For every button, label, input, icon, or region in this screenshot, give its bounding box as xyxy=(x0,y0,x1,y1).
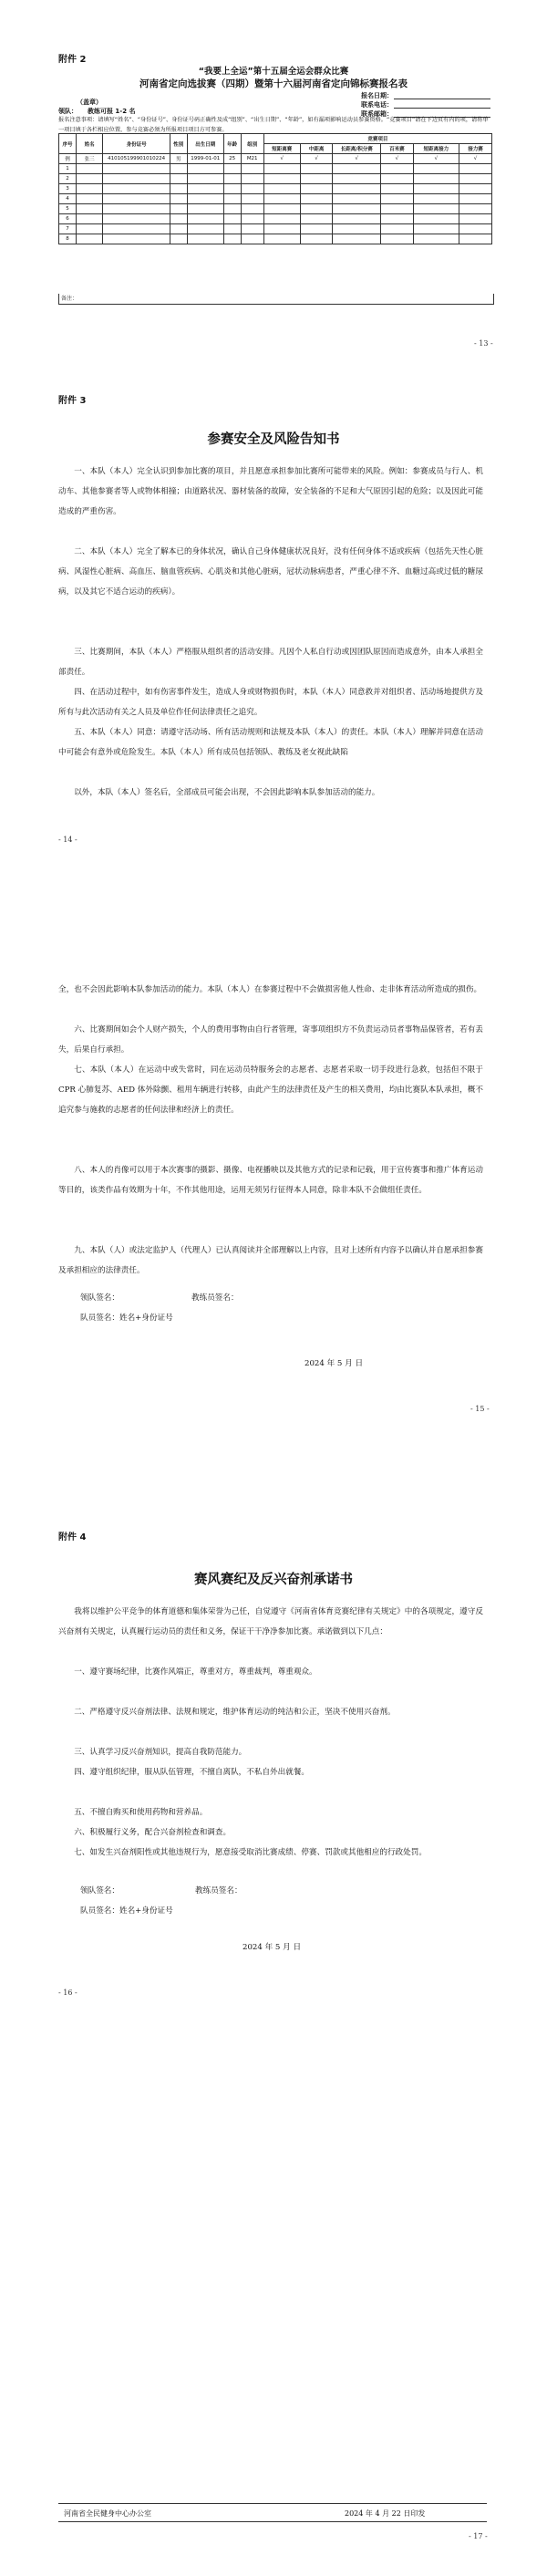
cell-no: 3 xyxy=(59,184,77,194)
header-event-sprint-relay: 短距离接力 xyxy=(413,144,459,154)
table-cell[interactable] xyxy=(187,204,223,214)
table-row xyxy=(59,164,492,174)
table-cell[interactable] xyxy=(223,184,241,194)
table-cell[interactable] xyxy=(263,174,300,184)
table-row xyxy=(59,234,492,244)
cell-event-mark: √ xyxy=(380,154,413,164)
colophon-top-rule xyxy=(58,2503,487,2504)
cell-event-mark: √ xyxy=(459,154,492,164)
attachment-label: 附件 3 xyxy=(58,396,87,406)
table-cell[interactable] xyxy=(380,164,413,174)
sign-date: 2024 年 5 月 日 xyxy=(304,1359,364,1368)
table-cell[interactable] xyxy=(76,184,102,194)
table-cell[interactable] xyxy=(103,174,170,184)
table-cell[interactable] xyxy=(103,224,170,234)
header-event-middle: 中距离 xyxy=(300,144,333,154)
header-gender: 性别 xyxy=(170,134,187,154)
table-cell[interactable] xyxy=(103,164,170,174)
table-cell[interactable] xyxy=(170,224,187,234)
table-cell[interactable] xyxy=(223,194,241,204)
header-group: 组别 xyxy=(241,134,263,154)
table-cell[interactable] xyxy=(223,224,241,234)
table-cell[interactable] xyxy=(413,234,459,244)
cell-id: 410105199901010224 xyxy=(103,154,170,164)
pledge-item-5: 五、不擅自购买和使用药物和营养品。 xyxy=(74,1808,208,1817)
table-cell[interactable] xyxy=(459,164,492,174)
member-sign-label: 队员签名：姓名+身份证号 xyxy=(80,1906,173,1916)
table-cell[interactable] xyxy=(76,214,102,224)
table-cell[interactable] xyxy=(187,164,223,174)
safety-paragraph-cont: 全，也不会因此影响本队参加活动的能力。本队（本人）在参赛过程中不会做损害他人性命、走非体育活动所造成的损伤。 xyxy=(58,985,482,994)
table-cell[interactable] xyxy=(241,214,263,224)
table-cell[interactable] xyxy=(76,164,102,174)
page-number: - 13 - xyxy=(474,339,493,348)
header-name: 姓名 xyxy=(76,134,102,154)
table-cell[interactable] xyxy=(103,234,170,244)
page-registration-form xyxy=(0,0,547,383)
table-cell[interactable] xyxy=(223,214,241,224)
coach-sign-label: 教练员签名： xyxy=(195,1886,243,1896)
leader-sign-label: 领队签名： xyxy=(80,1293,119,1303)
table-row xyxy=(59,224,492,234)
table-row xyxy=(59,184,492,194)
header-dob: 出生日期 xyxy=(187,134,223,154)
table-cell[interactable] xyxy=(300,234,333,244)
header-age: 年龄 xyxy=(223,134,241,154)
colophon-bottom-rule xyxy=(58,2521,487,2522)
table-cell[interactable] xyxy=(76,194,102,204)
safety-paragraph-8: 八、本人的肖像可以用于本次赛事的摄影、摄像、电视播映以及其他方式的记录和记载，用于宣传赛事和推广体育运动等目的，该类作品有效期为十年，不作其他用途，运用无须另行征得本人同意，除非本队不会做组任责任。 xyxy=(58,1166,483,1195)
table-cell[interactable] xyxy=(459,174,492,184)
table-cell[interactable] xyxy=(263,164,300,174)
cell-no: 6 xyxy=(59,214,77,224)
table-cell[interactable] xyxy=(333,204,381,214)
table-cell[interactable] xyxy=(187,184,223,194)
table-cell[interactable] xyxy=(300,164,333,174)
safety-paragraph-6: 以外，本队（本人）签名后，全部成员可能会出现，不会因此影响本队参加活动的能力。 xyxy=(74,788,380,797)
cell-no: 例 xyxy=(59,154,77,164)
table-cell[interactable] xyxy=(170,164,187,174)
table-cell[interactable] xyxy=(241,204,263,214)
table-cell[interactable] xyxy=(187,224,223,234)
coach-sign-label: 教练员签名： xyxy=(191,1293,239,1303)
table-row-example xyxy=(59,154,492,164)
table-cell[interactable] xyxy=(170,204,187,214)
header-event-sprint: 短距离赛 xyxy=(263,144,300,154)
page-antidoping-pledge xyxy=(0,1514,547,2025)
cell-no: 4 xyxy=(59,194,77,204)
cell-no: 8 xyxy=(59,234,77,244)
pledge-item-7: 七、如发生兴奋剂阳性或其他违规行为，愿意接受取消比赛成绩、停赛、罚款或其他相应的行政处罚。 xyxy=(74,1848,427,1857)
table-cell[interactable] xyxy=(380,174,413,184)
cell-age: 25 xyxy=(223,154,241,164)
cell-group: M21 xyxy=(241,154,263,164)
registration-note: 报名注意事项：请填写“姓名”、“身份证号”、身份证号码正确性及成“组别”、“出生日期”、“年龄”，如有漏项影响运动员参赛资格。“竞赛项目”请在下边页有内的项，请将单一项目填于各栏相应位置，参与竞赛必须为所报项目项目方可参赛。 xyxy=(58,117,489,133)
table-cell[interactable] xyxy=(413,184,459,194)
table-cell[interactable] xyxy=(187,234,223,244)
cell-no: 7 xyxy=(59,224,77,234)
table-cell[interactable] xyxy=(413,204,459,214)
leader-sign-label: 领队签名： xyxy=(80,1886,119,1896)
leader-label: 领队： xyxy=(58,108,77,115)
table-cell[interactable] xyxy=(76,224,102,234)
page-safety-notice xyxy=(0,383,547,894)
cell-no: 2 xyxy=(59,174,77,184)
table-cell[interactable] xyxy=(300,214,333,224)
table-cell[interactable] xyxy=(300,224,333,234)
safety-paragraph-4: 四、在活动过程中，如有伤害事件发生，造成人身或财物损伤时，本队（本人）同意救并对组织者、活动场地提供方及所有与此次活动有关之人员及单位作任何法律责任之追究。 xyxy=(58,688,483,717)
pledge-item-1: 一、遵守赛场纪律，比赛作风端正，尊重对方，尊重裁判，尊重观众。 xyxy=(74,1667,317,1677)
pledge-title: 赛风赛纪及反兴奋剂承诺书 xyxy=(194,1573,353,1587)
header-no: 序号 xyxy=(59,134,77,154)
table-cell[interactable] xyxy=(333,184,381,194)
pledge-intro: 我将以维护公平竞争的体育道德和集体荣誉为己任，自觉遵守《河南省体育竞赛纪律有关规定》中的各项规定，遵守反兴奋剂有关规定，认真履行运动员的责任和义务，保证干干净净参加比赛。承诺做到以下几点： xyxy=(58,1607,483,1636)
member-sign-label: 队员签名：姓名+身份证号 xyxy=(80,1314,173,1323)
header-event-100m: 百米赛 xyxy=(380,144,413,154)
pledge-item-2: 二、严格遵守反兴奋剂法律、法规和规定，维护体育运动的纯洁和公正，坚决不使用兴奋剂。 xyxy=(74,1708,396,1717)
table-cell[interactable] xyxy=(263,214,300,224)
table-cell[interactable] xyxy=(413,194,459,204)
table-cell[interactable] xyxy=(223,164,241,174)
table-cell[interactable] xyxy=(170,184,187,194)
colophon-issue-date: 2024 年 4 月 22 日印发 xyxy=(345,2509,426,2518)
cell-gender: 男 xyxy=(170,154,187,164)
table-cell[interactable] xyxy=(263,194,300,204)
safety-paragraph-9: 九、本队（人）或法定监护人（代理人）已认真阅读并全部理解以上内容，且对上述所有内容予以确认并自愿承担参赛及承担相应的法律责任。 xyxy=(58,1246,483,1275)
table-cell[interactable] xyxy=(223,204,241,214)
table-cell[interactable] xyxy=(333,234,381,244)
page-safety-notice-cont xyxy=(0,949,547,1459)
header-events: 竞赛项目 xyxy=(263,134,491,144)
header-event-relay: 接力赛 xyxy=(459,144,492,154)
table-cell[interactable] xyxy=(241,224,263,234)
table-cell[interactable] xyxy=(333,164,381,174)
table-cell[interactable] xyxy=(413,164,459,174)
registration-table-body xyxy=(59,154,492,244)
table-cell[interactable] xyxy=(241,164,263,174)
table-cell[interactable] xyxy=(300,184,333,194)
team-seal-label: （盖章） xyxy=(77,99,102,106)
safety-paragraph-1: 一、本队（本人）完全认识到参加比赛的项目，并且愿意承担参加比赛所可能带来的风险。例如：参赛成员与行人、机动车、其他参赛者等人或物体相撞；由道路状况、器材装备的故障，安全装备的不足和大气原因引起的危险；以及因此可能造成的严重伤害。 xyxy=(58,467,483,516)
table-cell[interactable] xyxy=(333,224,381,234)
table-cell[interactable] xyxy=(380,194,413,204)
table-cell[interactable] xyxy=(170,194,187,204)
coach-label: 教练可报 1-2 名 xyxy=(88,108,136,115)
table-cell[interactable] xyxy=(187,174,223,184)
attachment-label: 附件 2 xyxy=(58,55,87,65)
table-cell[interactable] xyxy=(459,224,492,234)
table-cell[interactable] xyxy=(170,234,187,244)
table-cell[interactable] xyxy=(241,234,263,244)
table-cell[interactable] xyxy=(413,174,459,184)
table-cell[interactable] xyxy=(380,214,413,224)
attachment-label: 附件 4 xyxy=(58,1532,87,1542)
table-cell[interactable] xyxy=(170,214,187,224)
cell-event-mark: √ xyxy=(413,154,459,164)
phone-label: 联系电话： xyxy=(361,101,393,109)
page-number: - 16 - xyxy=(58,1989,77,1997)
sign-date: 2024 年 5 月 日 xyxy=(243,1943,302,1952)
table-cell[interactable] xyxy=(333,174,381,184)
table-cell[interactable] xyxy=(241,194,263,204)
page-colophon xyxy=(0,2080,547,2576)
table-cell[interactable] xyxy=(459,234,492,244)
table-cell[interactable] xyxy=(187,214,223,224)
table-cell[interactable] xyxy=(459,194,492,204)
page-number: - 14 - xyxy=(58,836,77,844)
table-cell[interactable] xyxy=(300,204,333,214)
table-cell[interactable] xyxy=(413,214,459,224)
table-cell[interactable] xyxy=(263,184,300,194)
table-cell[interactable] xyxy=(263,224,300,234)
safety-paragraph-3: 三、比赛期间，本队（本人）严格服从组织者的活动安排。凡因个人私自行动或因团队原因而造成意外，由本人承担全部责任。 xyxy=(58,648,483,677)
table-cell[interactable] xyxy=(170,174,187,184)
table-cell[interactable] xyxy=(459,214,492,224)
table-cell[interactable] xyxy=(76,204,102,214)
table-cell[interactable] xyxy=(459,184,492,194)
table-cell[interactable] xyxy=(380,224,413,234)
table-cell[interactable] xyxy=(380,204,413,214)
table-cell[interactable] xyxy=(103,214,170,224)
table-cell[interactable] xyxy=(459,204,492,214)
table-cell[interactable] xyxy=(300,194,333,204)
safety-paragraph-5: 五、本队（本人）同意：请遵守活动场、所有活动规则和法规及本队（本人）的责任。本队（本人）理解并同意在活动中可能会有意外或危险发生。本队（本人）所有成员包括领队、教练及老女视此缺陷 xyxy=(58,728,483,757)
table-cell[interactable] xyxy=(223,234,241,244)
cell-no: 5 xyxy=(59,204,77,214)
table-cell[interactable] xyxy=(241,174,263,184)
page-number: - 17 - xyxy=(469,2532,488,2540)
page-number: - 15 - xyxy=(470,1405,490,1413)
table-cell[interactable] xyxy=(300,174,333,184)
table-cell[interactable] xyxy=(380,234,413,244)
email-label: 联系邮箱： xyxy=(361,110,393,118)
table-cell[interactable] xyxy=(263,204,300,214)
table-row xyxy=(59,174,492,184)
safety-paragraph-7: 七、本队（本人）在运动中或失常时，同在运动员特服务会的志愿者、志愿者采取一切手段进行急救，包括但不限于 CPR 心肺复苏、AED 体外除颤、租用车辆进行转移，由此产生的法律责任及产生的相关费用，均由比赛队本队承担，概不追究参与施救的志愿者的任何法律和经济上的责任。 xyxy=(58,1065,483,1115)
phone-line[interactable] xyxy=(394,108,490,109)
cell-event-mark: √ xyxy=(300,154,333,164)
cell-event-mark: √ xyxy=(333,154,381,164)
pledge-item-3: 三、认真学习反兴奋剂知识，提高自我防范能力。 xyxy=(74,1748,247,1757)
registration-table xyxy=(58,133,492,244)
form-title-line1: “我要上全运”第十五届全运会群众比赛 xyxy=(198,67,349,77)
table-cell[interactable] xyxy=(187,194,223,204)
pledge-item-6: 六、积极履行义务，配合兴奋剂检查和调查。 xyxy=(74,1828,232,1837)
remarks-row: 备注： xyxy=(58,294,494,305)
table-cell[interactable] xyxy=(380,184,413,194)
table-cell[interactable] xyxy=(263,234,300,244)
table-cell[interactable] xyxy=(333,214,381,224)
header-id: 身份证号 xyxy=(103,134,170,154)
table-cell[interactable] xyxy=(241,184,263,194)
header-event-long: 长距离/积分赛 xyxy=(333,144,381,154)
table-cell[interactable] xyxy=(76,174,102,184)
cell-dob: 1999-01-01 xyxy=(187,154,223,164)
table-cell[interactable] xyxy=(103,184,170,194)
cell-event-mark: √ xyxy=(263,154,300,164)
cell-name: 张三 xyxy=(76,154,102,164)
form-title-line2: 河南省定向选拔赛（四期）暨第十六届河南省定向锦标赛报名表 xyxy=(139,78,408,89)
table-row xyxy=(59,204,492,214)
table-row xyxy=(59,194,492,204)
safety-title: 参赛安全及风险告知书 xyxy=(207,432,340,447)
table-row xyxy=(59,214,492,224)
table-cell[interactable] xyxy=(333,194,381,204)
safety-paragraph-6b: 六、比赛期间如会个人财产损失，个人的费用事物由自行者管理，寄事项组织方不负责运动员者事物品保管者，若有丢失，后果自行承担。 xyxy=(58,1025,483,1054)
table-cell[interactable] xyxy=(76,234,102,244)
table-cell[interactable] xyxy=(103,194,170,204)
table-cell[interactable] xyxy=(413,224,459,234)
table-cell[interactable] xyxy=(223,174,241,184)
pledge-item-4: 四、遵守组织纪律，服从队伍管理，不擅自离队，不私自外出就餐。 xyxy=(74,1768,310,1777)
colophon-issuer: 河南省全民健身中心办公室 xyxy=(64,2509,151,2518)
cell-no: 1 xyxy=(59,164,77,174)
safety-paragraph-2: 二、本队（本人）完全了解本已的身体状况，确认自己身体健康状况良好，没有任何身体不适或疾病（包括先天性心脏病、风湿性心脏病、高血压、脑血管疾病、心肌炎和其他心脏病，冠状动脉病患者，严重心律不齐、血糖过高或过低的糖尿病，以及其它不适合运动的疾病）。 xyxy=(58,547,483,597)
table-cell[interactable] xyxy=(103,204,170,214)
registration-date-label: 报名日期： xyxy=(361,92,393,99)
